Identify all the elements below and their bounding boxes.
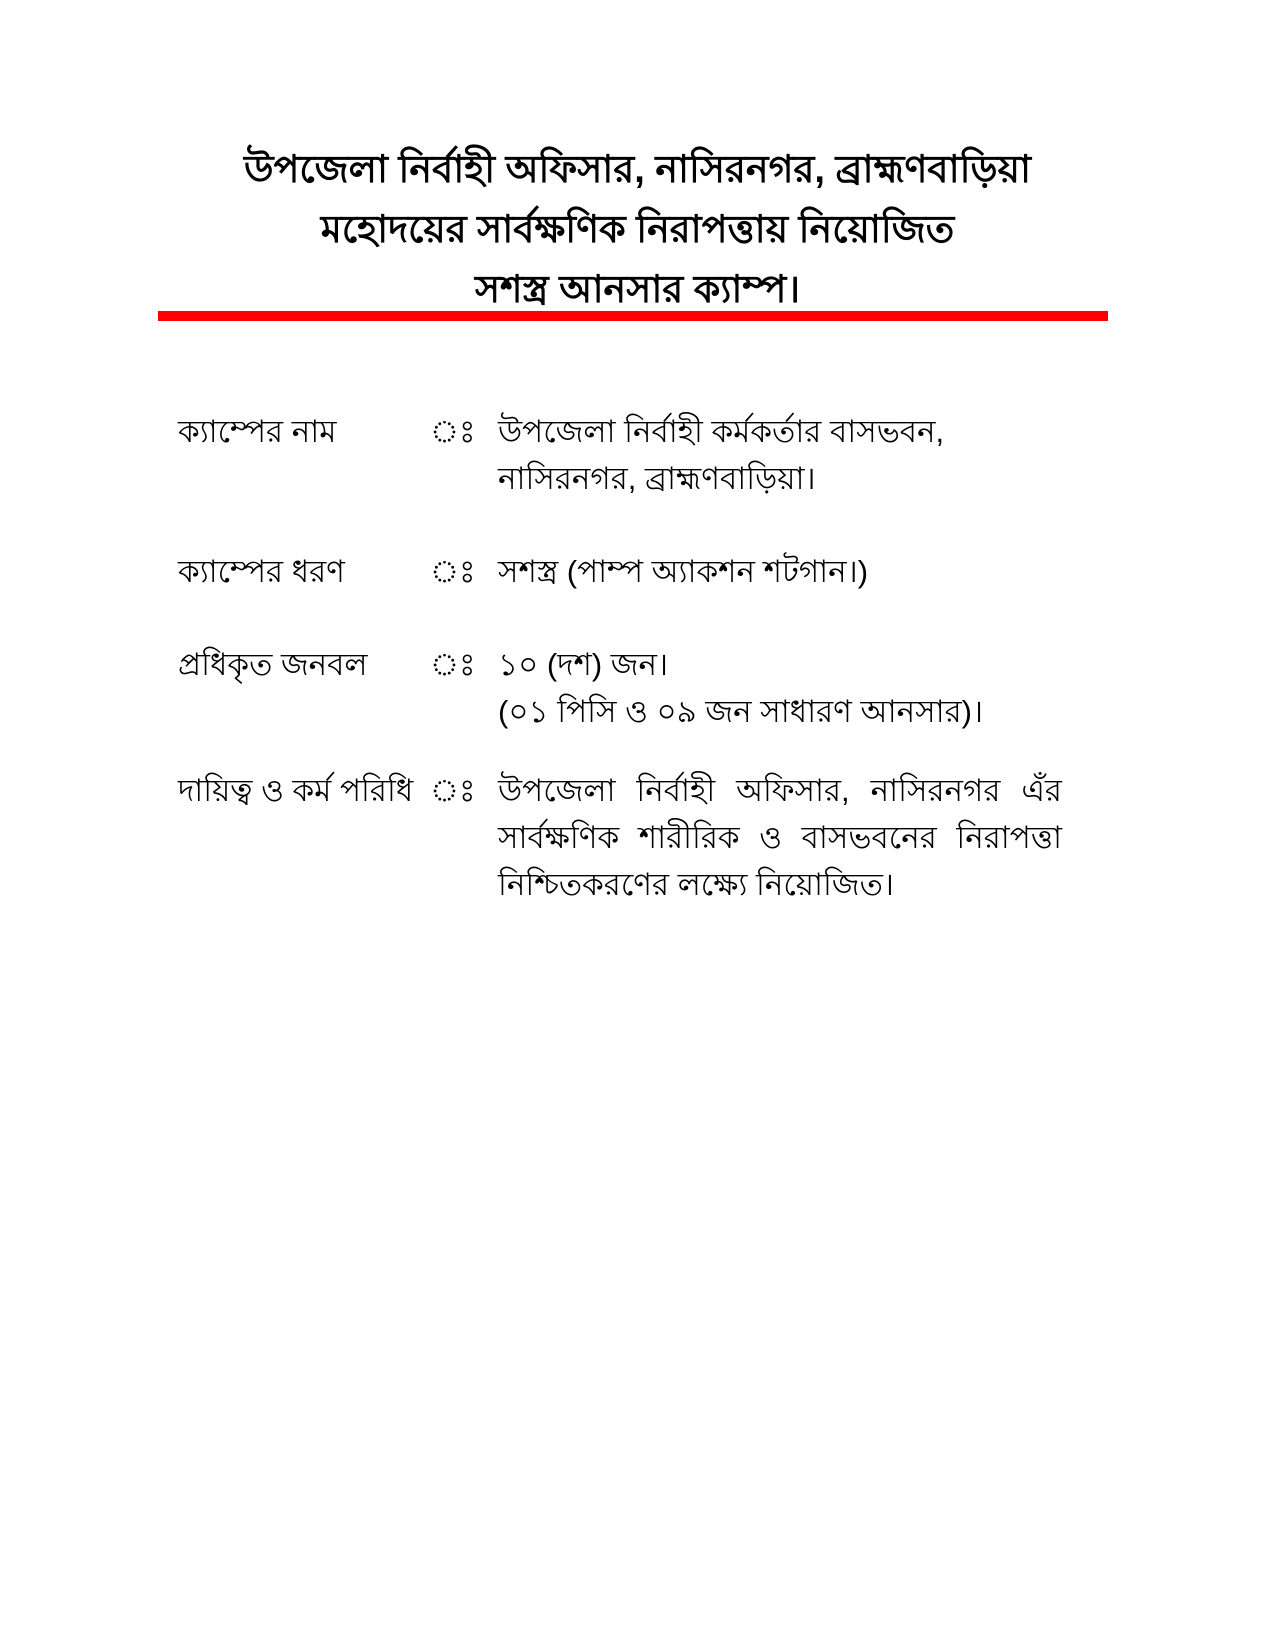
title-line-2: মহোদয়ের সার্বক্ষণিক নিরাপত্তায় নিয়োজিত [320,209,955,251]
field-label: ক্যাম্পের ধরণ [178,554,345,589]
value-line: সার্বক্ষণিক শারীরিক ও বাসভবনের নিরাপত্তা [498,820,1062,855]
title-line-1: উপজেলা নির্বাহী অফিসার, নাসিরনগর, ব্রাহ্মণবাড়িয়া [243,149,1032,191]
field-separator: ঃ [430,647,476,682]
field-label: দায়িত্ব ও কর্ম পরিধি [178,773,414,808]
field-value [498,641,1062,735]
value-line: উপজেলা নির্বাহী কর্মকর্তার বাসভবন, [498,414,945,449]
red-divider [158,311,1108,321]
title-line-3: সশস্ত্র আনসার ক্যাম্প। [474,269,801,311]
field-value [498,767,1062,908]
field-separator: ঃ [430,773,476,808]
field-separator: ঃ [430,414,476,449]
field-separator: ঃ [430,554,476,589]
value-line: নিশ্চিতকরণের লক্ষ্যে নিয়োজিত। [498,867,894,902]
value-line: ১০ (দশ) জন। [498,647,669,682]
value-line: সশস্ত্র (পাম্প অ্যাকশন শটগান।) [498,554,869,589]
field-label: ক্যাম্পের নাম [178,414,337,449]
value-line: উপজেলা নির্বাহী অফিসার, নাসিরনগর এঁর [498,773,1062,808]
value-line: নাসিরনগর, ব্রাহ্মণবাড়িয়া। [498,461,816,496]
field-value [498,548,1062,595]
field-label: প্রধিকৃত জনবল [178,647,368,682]
field-value [498,408,1062,502]
value-line: (০১ পিসি ও ০৯ জন সাধারণ আনসার)। [498,694,984,729]
document-title [0,140,1275,320]
